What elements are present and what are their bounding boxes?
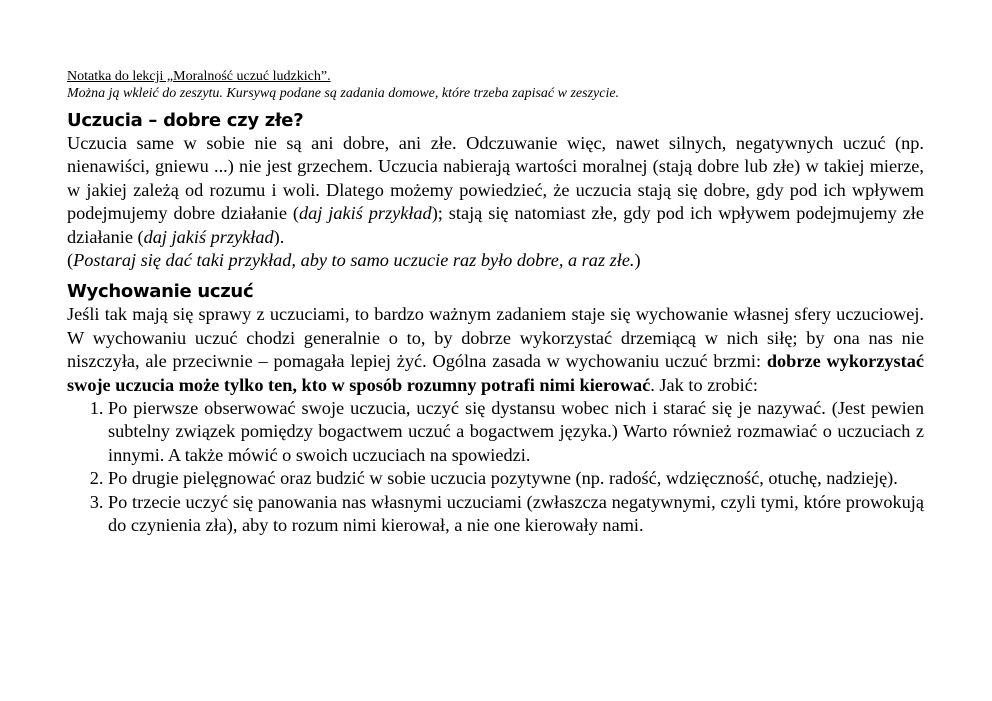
- task-close-paren: ): [634, 250, 641, 271]
- note-subtitle: Można ją wkleić do zeszytu. Kursywą podane są zadania domowe, które trzeba zapisać w zeszycie.: [67, 86, 620, 101]
- feelings-text-a: Uczucia same w sobie nie są ani dobre, ani złe. Odczuwanie więc, nawet silnych, negatywnych uczuć (np. nienawiści, gniewu ...) nie jest grzechem. Uczucia nabierają wartości moralnej (stają dobre lub złe) w takiej mierze, w jakiej zależą od rozumu i woli. Dlatego możemy powiedzieć, że uczucia stają się dobre, gdy pod ich wpływem podejmujemy dobre działanie (: [67, 133, 924, 224]
- list-item: 3. Po trzecie uczyć się panowania nas własnymi uczuciami (zwłaszcza negatywnymi, czyli tymi, które prowokują do czynienia zła), aby to rozum nimi kierował, a nie one kierowały nami.: [108, 491, 924, 538]
- section-heading-upbringing: Wychowanie uczuć: [67, 281, 254, 303]
- upbringing-paragraph: [67, 303, 924, 397]
- example-prompt-1: daj jakiś przykład: [299, 203, 432, 224]
- upbringing-text-a: Jeśli tak mają się sprawy z uczuciami, to bardzo ważnym zadaniem staje się wychowanie własnej sfery uczuciowej. W wychowaniu uczuć chodzi generalnie o to, by dobrze wykorzystać drzemiącą w nich siłę; by ona nas nie niszczyła, ale przeciwnie – pomagała lepiej żyć. Ogólna zasada w wychowaniu uczuć brzmi:: [67, 304, 924, 372]
- homework-task: Postaraj się dać taki przykład, aby to samo uczucie raz było dobre, a raz złe.: [73, 250, 635, 271]
- feelings-text-c: ).: [273, 226, 285, 247]
- feelings-paragraph: [67, 132, 924, 272]
- list-item: 1. Po pierwsze obserwować swoje uczucia, uczyć się dystansu wobec nich i starać się je nazywać. (Jest pewien subtelny związek pomiędzy bogactwem uczuć a bogactwem języka.) Warto również rozmawiać o uczuciach z innymi. A także mówić o swoich uczuciach na spowiedzi.: [108, 397, 924, 467]
- example-prompt-2: daj jakiś przykład: [143, 226, 274, 247]
- upbringing-text-b: . Jak to zrobić:: [650, 374, 758, 395]
- bold-rule: dobrze wykorzystać swoje uczucia może tylko ten, kto w sposób rozumny potrafi nimi kierować: [67, 351, 924, 395]
- note-title: Notatka do lekcji „Moralność uczuć ludzkich”.: [67, 69, 331, 84]
- section-heading-feelings: Uczucia – dobre czy złe?: [67, 110, 304, 131]
- list-item: 2. Po drugie pielęgnować oraz budzić w sobie uczucia pozytywne (np. radość, wdzięczność, otuchę, nadzieję).: [108, 467, 924, 490]
- steps-list: [67, 397, 924, 537]
- feelings-text-b: ); stają się natomiast złe, gdy pod ich wpływem podejmujemy złe działanie (: [67, 203, 924, 247]
- document-page: [67, 68, 924, 538]
- task-open-paren: (: [67, 250, 74, 271]
